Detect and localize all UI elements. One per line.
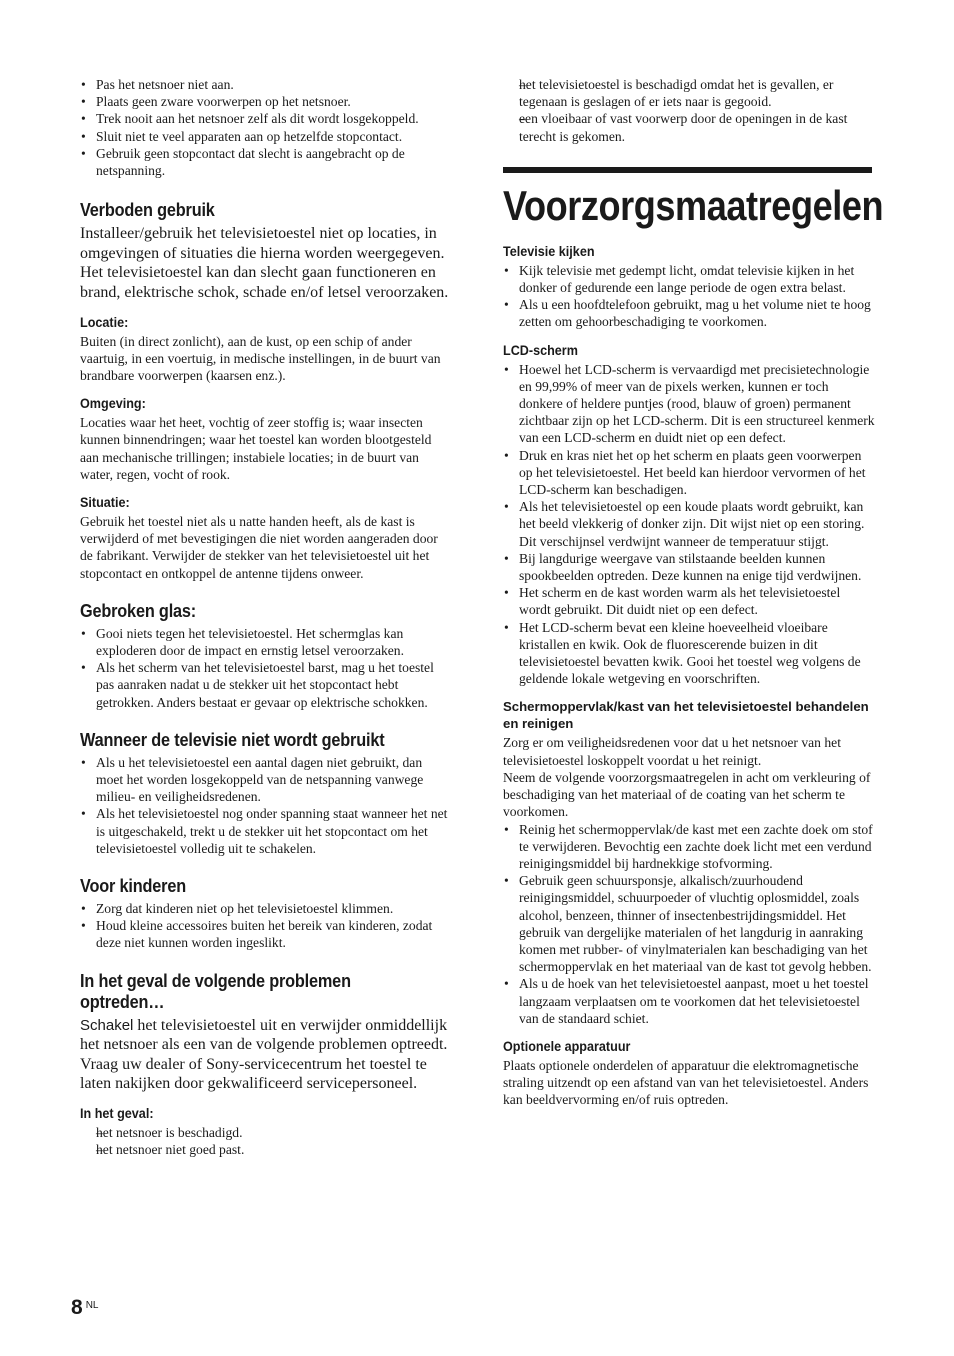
list-item: – het televisietoestel is beschadigd omdat het is gevallen, er tegenaan is geslagen of er iets naar is gegooid. bbox=[503, 76, 875, 110]
list-item: • Als u een hoofdtelefoon gebruikt, mag u het volume niet te hoog zetten om gehoorbeschadiging te voorkomen. bbox=[503, 296, 875, 330]
list-item: • Trek nooit aan het netsnoer zelf als dit wordt losgekoppeld. bbox=[80, 110, 450, 127]
subheading-televisie-kijken: Televisie kijken bbox=[503, 242, 595, 259]
paragraph-omgeving: Locaties waar het heet, vochtig of zeer stoffig is; waar insecten kunnen binnendringen; waar het toestel kan worden blootgesteld aan mechanische trillingen; instabiele locaties; in de buurt van water, regen, vocht of rook. bbox=[80, 415, 432, 482]
list-item: • Plaats geen zware voorwerpen op het netsnoer. bbox=[80, 93, 450, 110]
subheading-schermoppervlak: Schermoppervlak/kast van het televisietoestel behandelen en reinigen bbox=[503, 699, 869, 732]
page-footer bbox=[71, 1296, 98, 1320]
list-item: • Bij langdurige weergave van stilstaande beelden kunnen spookbeelden optreden. Deze kunnen na enige tijd verdwijnen. bbox=[503, 550, 875, 584]
list-item: • Reinig het schermoppervlak/de kast met een zachte doek om stof te verwijderen. Bevochtig een zachte doek licht met een verdund reinigingsmiddel bij hardnekkige stofvorming. bbox=[503, 821, 875, 873]
paragraph-situatie: Gebruik het toestel niet als u natte handen heeft, als de kast is verwijderd of met bevestigingen die niet worden aangeraden door de fabrikant. Verwijder de stekker van het televisietoestel uit het stopcontact en ontkoppel de antenne tijdens onweer. bbox=[80, 514, 438, 581]
list-item: • Als u de hoek van het televisietoestel aanpast, moet u het toestel langzaam verplaatsen om te voorkomen dat het televisietoestel van de standaard schiet. bbox=[503, 975, 875, 1027]
section-text-verboden: Installeer/gebruik het televisietoestel niet op locaties, in omgevingen of situaties die hierna worden weergegeven. Het televisietoestel kan dan slecht gaan functioneren en brand, elektrische schok, schade en/of letsel veroorzaken. bbox=[80, 225, 449, 301]
paragraph-schermoppervlak-2: Neem de volgende voorzorgsmaatregelen in acht om verkleuring of beschadiging van het materiaal of de coating van het scherm te voorkomen. bbox=[503, 769, 871, 820]
wanneer-list bbox=[80, 754, 450, 857]
list-item: • Gebruik geen stopcontact dat slecht is aangebracht op de netspanning. bbox=[80, 145, 450, 179]
title-divider bbox=[503, 167, 872, 173]
list-item: • Houd kleine accessoires buiten het bereik van kinderen, zodat deze niet kunnen worden ingeslikt. bbox=[80, 917, 450, 951]
list-item: • Gooi niets tegen het televisietoestel. Het schermglas kan exploderen door de impact en ernstig letsel veroorzaken. bbox=[80, 625, 450, 659]
paragraph-schermoppervlak-1: Zorg er om veiligheidsredenen voor dat u het netsnoer van het televisietoestel loskoppelt voordat u het reinigt. bbox=[503, 735, 841, 768]
paragraph-problemen bbox=[80, 1016, 450, 1055]
list-item: – het netsnoer is beschadigd. bbox=[80, 1124, 450, 1141]
list-item: • Pas het netsnoer niet aan. bbox=[80, 76, 450, 93]
section-heading-wanneer: Wanneer de televisie niet wordt gebruikt bbox=[80, 728, 385, 750]
subheading-in-het-geval: In het geval: bbox=[80, 1105, 154, 1122]
section-heading-gebroken-glas: Gebroken glas: bbox=[80, 599, 197, 621]
paragraph-optionele-apparatuur: Plaats optionele onderdelen of apparatuur die elektromagnetische straling uitzendt op een afstand van van het televisietoestel. Anders kan beeldvervorming en/of ruis optreden. bbox=[503, 1057, 869, 1108]
list-item: • Zorg dat kinderen niet op het televisietoestel klimmen. bbox=[80, 900, 450, 917]
gebroken-glas-list bbox=[80, 625, 450, 711]
page-number: 8 bbox=[71, 1296, 83, 1319]
paragraph-problemen-text: het televisietoestel uit en verwijder onmiddellijk het netsnoer als een van de volgende problemen optreedt. bbox=[80, 1016, 448, 1054]
subheading-lcd-scherm: LCD-scherm bbox=[503, 341, 578, 358]
intro-bullet-list bbox=[80, 76, 450, 179]
subheading-situatie: Situatie: bbox=[80, 494, 130, 511]
subheading-locatie: Locatie: bbox=[80, 313, 129, 330]
lcd-list bbox=[503, 361, 875, 688]
list-item: • Gebruik geen schuursponsje, alkalisch/zuurhoudend reinigingsmiddel, schuurpoeder of vluchtig oplosmiddel, zoals alcohol, benzeen, thinner of insectenbestrijdingsmiddel. Het gebruik van dergelijke materialen of het langdurig in aanraking komen met rubber- of vinylmaterialen kan beschadiging van het schermoppervlak en het materiaal van de kast tot gevolg hebben. bbox=[503, 872, 875, 975]
geval-dash-list bbox=[80, 1124, 450, 1158]
list-item: • Kijk televisie met gedempt licht, omdat televisie kijken in het donker of gedurende een lange periode de ogen extra belast. bbox=[503, 262, 875, 296]
section-heading-problemen: In het geval de volgende problemen optreden… bbox=[80, 969, 351, 1012]
list-item: • Als het scherm van het televisietoestel barst, mag u het toestel pas aanraken nadat u de stekker uit het stopcontact hebt getrokken. Anders bestaat er gevaar op elektrische schokken. bbox=[80, 659, 450, 711]
list-item: • Druk en kras niet het op het scherm en plaats geen voorwerpen op het televisietoestel. Het beeld kan hierdoor vervormen of het LCD-scherm kan beschadigen. bbox=[503, 447, 875, 499]
list-item: – een vloeibaar of vast voorwerp door de openingen in de kast terecht is gekomen. bbox=[503, 110, 875, 144]
list-item: • Als het televisietoestel op een koude plaats wordt gebruikt, kan het beeld vlekkerig of donker zijn. Dit wijst niet op een storing. Dit verschijnsel verdwijnt wanneer de temperatuur stijgt. bbox=[503, 498, 875, 550]
paragraph-dealer: Vraag uw dealer of Sony-servicecentrum het toestel te laten nakijken door gekwalificeerd servicepersoneel. bbox=[80, 1055, 427, 1093]
list-item: • Hoewel het LCD-scherm is vervaardigd met precisietechnologie en 99,99% of meer van de pixels werken, kunnen er toch donkere of heldere puntjes (rood, blauw of groen) permanent zichtbaar zijn op het LCD-scherm. Dit is een structureel kenmerk van een LCD-scherm en duidt niet op een defect. bbox=[503, 361, 875, 447]
list-item: • Het scherm en de kast worden warm als het televisietoestel wordt gebruikt. Dit duidt niet op een defect. bbox=[503, 584, 875, 618]
list-item: • Het LCD-scherm bevat een kleine hoeveelheid vloeibare kristallen en kwik. Ook de fluorescerende buizen in dit televisietoestel bevatten kwik. Gooi het toestel weg volgens de geldende lokale wetgeving en voorschriften. bbox=[503, 619, 875, 688]
lead-word: Schakel bbox=[80, 1016, 134, 1034]
right-column bbox=[503, 76, 884, 1109]
list-item: • Sluit niet te veel apparaten aan op hetzelfde stopcontact. bbox=[80, 128, 450, 145]
section-heading-verboden: Verboden gebruik bbox=[80, 199, 215, 221]
language-code: NL bbox=[85, 1300, 99, 1311]
subheading-omgeving: Omgeving: bbox=[80, 395, 146, 412]
paragraph-locatie: Buiten (in direct zonlicht), aan de kust, op een schip of ander vaartuig, in een voertuig, in medische instellingen, in de buurt van brandbare voorwerpen (kaarsen enz.). bbox=[80, 333, 441, 383]
list-item: • Als het televisietoestel nog onder spanning staat wanneer het net is uitgeschakeld, trekt u de stekker uit het stopcontact om het televisietoestel volledig uit te schakelen. bbox=[80, 805, 450, 857]
section-heading-kinderen: Voor kinderen bbox=[80, 875, 186, 897]
televisie-list bbox=[503, 262, 875, 331]
continued-dash-list bbox=[503, 76, 875, 145]
list-item: – het netsnoer niet goed past. bbox=[80, 1141, 450, 1158]
kinderen-list bbox=[80, 900, 450, 952]
list-item: • Als u het televisietoestel een aantal dagen niet gebruikt, dan moet het worden losgekoppeld van de netspanning vanwege milieu- en veiligheidsredenen. bbox=[80, 754, 450, 806]
page-title: Voorzorgsmaatregelen bbox=[503, 181, 884, 229]
schermoppervlak-list bbox=[503, 821, 875, 1027]
left-column bbox=[80, 76, 450, 1158]
subheading-optionele-apparatuur: Optionele apparatuur bbox=[503, 1037, 631, 1054]
